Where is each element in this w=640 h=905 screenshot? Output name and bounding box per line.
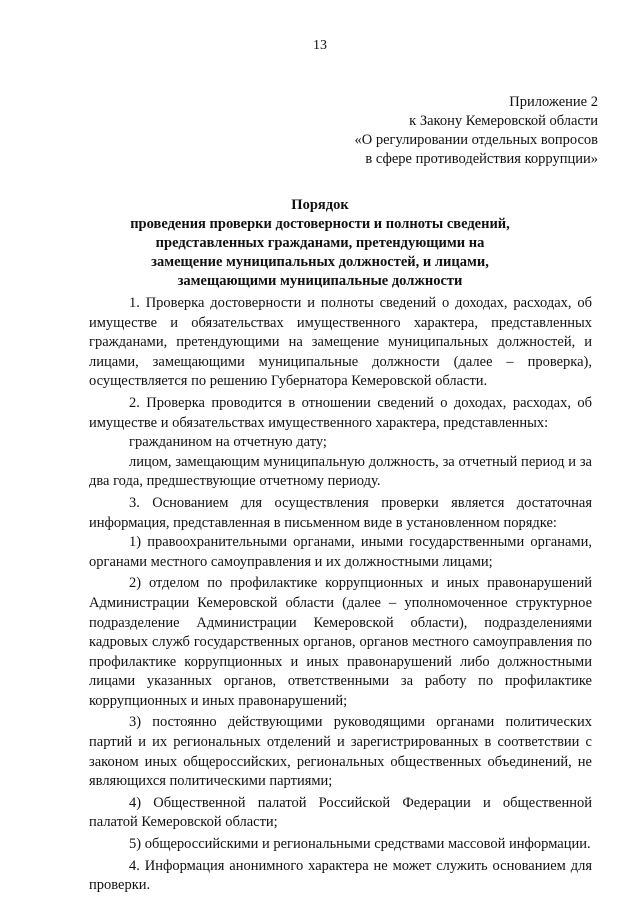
document-body <box>89 294 592 896</box>
appendix-header <box>355 93 598 169</box>
title-line: Порядок <box>291 197 349 213</box>
appendix-line: Приложение 2 <box>509 94 598 110</box>
page-number: 13 <box>313 38 327 53</box>
appendix-line: в сфере противодействия коррупции» <box>365 151 598 167</box>
paragraph-3-item-1: 1) правоохранительными органами, иными государственными органами, органами местного самоуправления и их должностными лицами; <box>89 534 592 570</box>
paragraph-4: 4. Информация анонимного характера не может служить основанием для проверки. <box>89 857 592 894</box>
paragraph-3: 3. Основанием для осуществления проверки является достаточная информация, представленная в письменном виде в установленном порядке: <box>89 494 592 531</box>
title-line: замещающими муниципальные должности <box>177 273 463 289</box>
title-line: представленных гражданами, претендующими на <box>155 235 485 251</box>
document-title <box>0 196 640 291</box>
title-line: проведения проверки достоверности и полноты сведений, <box>130 216 510 232</box>
paragraph-2: 2. Проверка проводится в отношении сведений о доходах, расходах, об имуществе и обязательствах имущественного характера, представленных: <box>89 394 592 431</box>
paragraph-2-item-official: лицом, замещающим муниципальную должность, за отчетный период и за два года, предшествующие отчетному периоду. <box>89 453 592 490</box>
paragraph-3-item-2: 2) отделом по профилактике коррупционных и иных правонарушений Администрации Кемеровской области (далее – уполномоченное структурное подразделение Администрации Кемеровской области), подразделениями кадровых служб государственных органов, органов местного самоуправления по профилактике коррупционных и иных правонарушений либо должностными лицами указанных органов, ответственными за работу по профилактике коррупционных и иных правонарушений; <box>89 575 592 709</box>
appendix-line: к Закону Кемеровской области <box>409 113 598 129</box>
paragraph-2-item-citizen: гражданином на отчетную дату; <box>129 434 327 451</box>
paragraph-3-item-5: 5) общероссийскими и региональными средствами массовой информации. <box>129 836 591 853</box>
paragraph-3-item-4: 4) Общественной палатой Российской Федерации и общественной палатой Кемеровской области; <box>89 794 592 831</box>
title-line: замещение муниципальных должностей, и лицами, <box>151 254 489 270</box>
paragraph-3-item-3: 3) постоянно действующими руководящими органами политических партий и их региональных отделений и зарегистрированных в соответствии с законом иных общероссийских, региональных общественных объединений, не являющихся политическими партиями; <box>89 714 592 790</box>
paragraph-1: 1. Проверка достоверности и полноты сведений о доходах, расходах, об имуществе и обязательствах имущественного характера, представленных гражданами, претендующими на замещение муниципальных должностей, и лицами, замещающими муниципальные должности (далее – проверка), осуществляется по решению Губернатора Кемеровской области. <box>89 295 592 390</box>
appendix-line: «О регулировании отдельных вопросов <box>354 132 598 148</box>
